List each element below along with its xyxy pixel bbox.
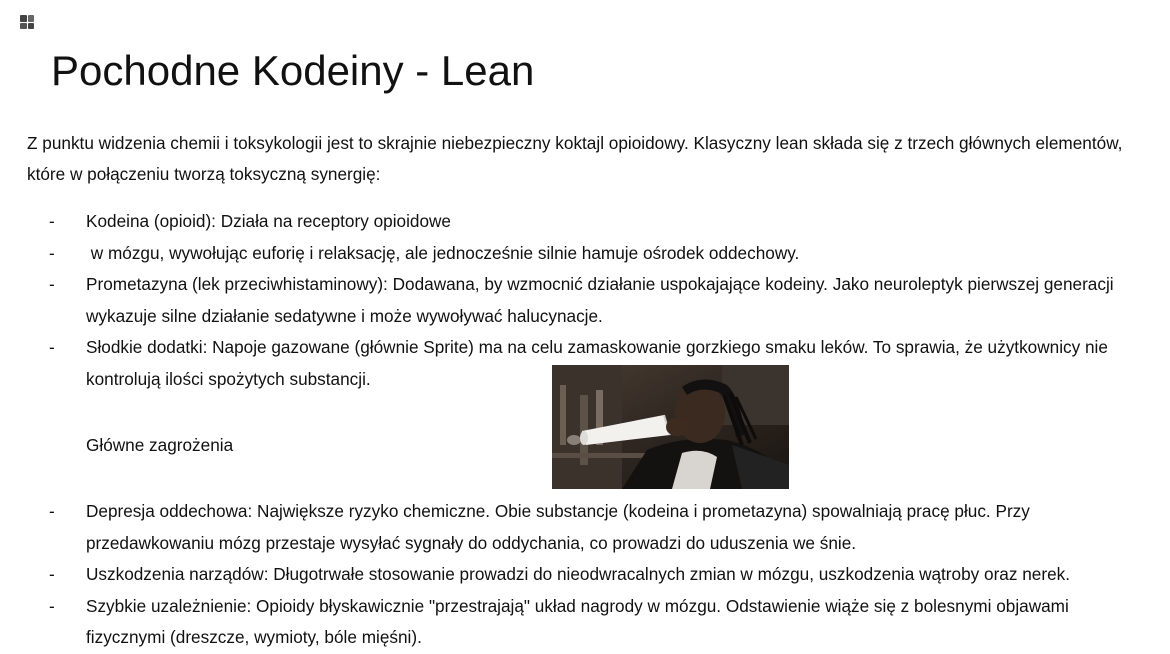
list-item bbox=[0, 496, 1140, 559]
list-item-text: Depresja oddechowa: Największe ryzyko chemiczne. Obie substancje (kodeina i prometazyna) spowalniają pracę płuc. Przy przedawkowaniu mózg przestaje wysyłać sygnały do oddychania, co prowadzi do uduszenia we śnie. bbox=[86, 501, 1030, 553]
dangers-list bbox=[0, 496, 1140, 654]
page-title: Pochodne Kodeiny - Lean bbox=[51, 47, 535, 94]
person-drinking-photo bbox=[552, 365, 789, 489]
list-item bbox=[0, 591, 1140, 654]
bullet-dash: - bbox=[49, 595, 55, 616]
bullet-dash: - bbox=[49, 337, 55, 357]
list-item bbox=[0, 559, 1140, 591]
list-item-text: Słodkie dodatki: Napoje gazowane (głównie Sprite) ma na celu zamaskowanie gorzkiego smaku leków. To sprawia, że użytkownicy nie kontrolują ilości spożytych substancji. bbox=[86, 337, 1108, 389]
list-item bbox=[0, 238, 1140, 270]
bullet-dash: - bbox=[49, 564, 55, 584]
bullet-dash: - bbox=[49, 242, 55, 263]
bullet-dash: - bbox=[49, 501, 55, 521]
list-item-text: Prometazyna (lek przeciwhistaminowy): Dodawana, by wzmocnić działanie uspokajające kodeiny. Jako neuroleptyk pierwszej generacji wykazuje silne działanie sedatywne i może wywoływać halucynacje. bbox=[86, 274, 1114, 326]
list-item bbox=[0, 206, 1140, 238]
list-item-text: Szybkie uzależnienie: Opioidy błyskawicznie "przestrajają" układ nagrody w mózgu. Odstawienie wiąże się z bolesnymi objawami fizycznymi (dreszcze, wymioty, bóle mięśni). bbox=[86, 595, 1069, 647]
intro-paragraph: Z punktu widzenia chemii i toksykologii jest to skrajnie niebezpieczny koktajl opioidowy. Klasyczny lean składa się z trzech głównych elementów, które w połączeniu tworzą toksyczną synergię: bbox=[27, 133, 1123, 184]
dangers-heading: Główne zagrożenia bbox=[86, 435, 234, 455]
list-item-text: Uszkodzenia narządów: Długotrwałe stosowanie prowadzi do nieodwracalnych zmian w mózgu, uszkodzenia wątroby oraz nerek. bbox=[86, 564, 1071, 584]
app-logo-icon bbox=[20, 15, 34, 29]
bullet-dash: - bbox=[49, 274, 55, 294]
bullet-dash: - bbox=[49, 211, 55, 231]
list-item bbox=[0, 269, 1140, 332]
list-item-text: w mózgu, wywołując euforię i relaksację, ale jednocześnie silnie hamuje ośrodek oddechowy. bbox=[86, 242, 800, 263]
list-item-text: Kodeina (opioid): Działa na receptory opioidowe bbox=[86, 211, 451, 231]
